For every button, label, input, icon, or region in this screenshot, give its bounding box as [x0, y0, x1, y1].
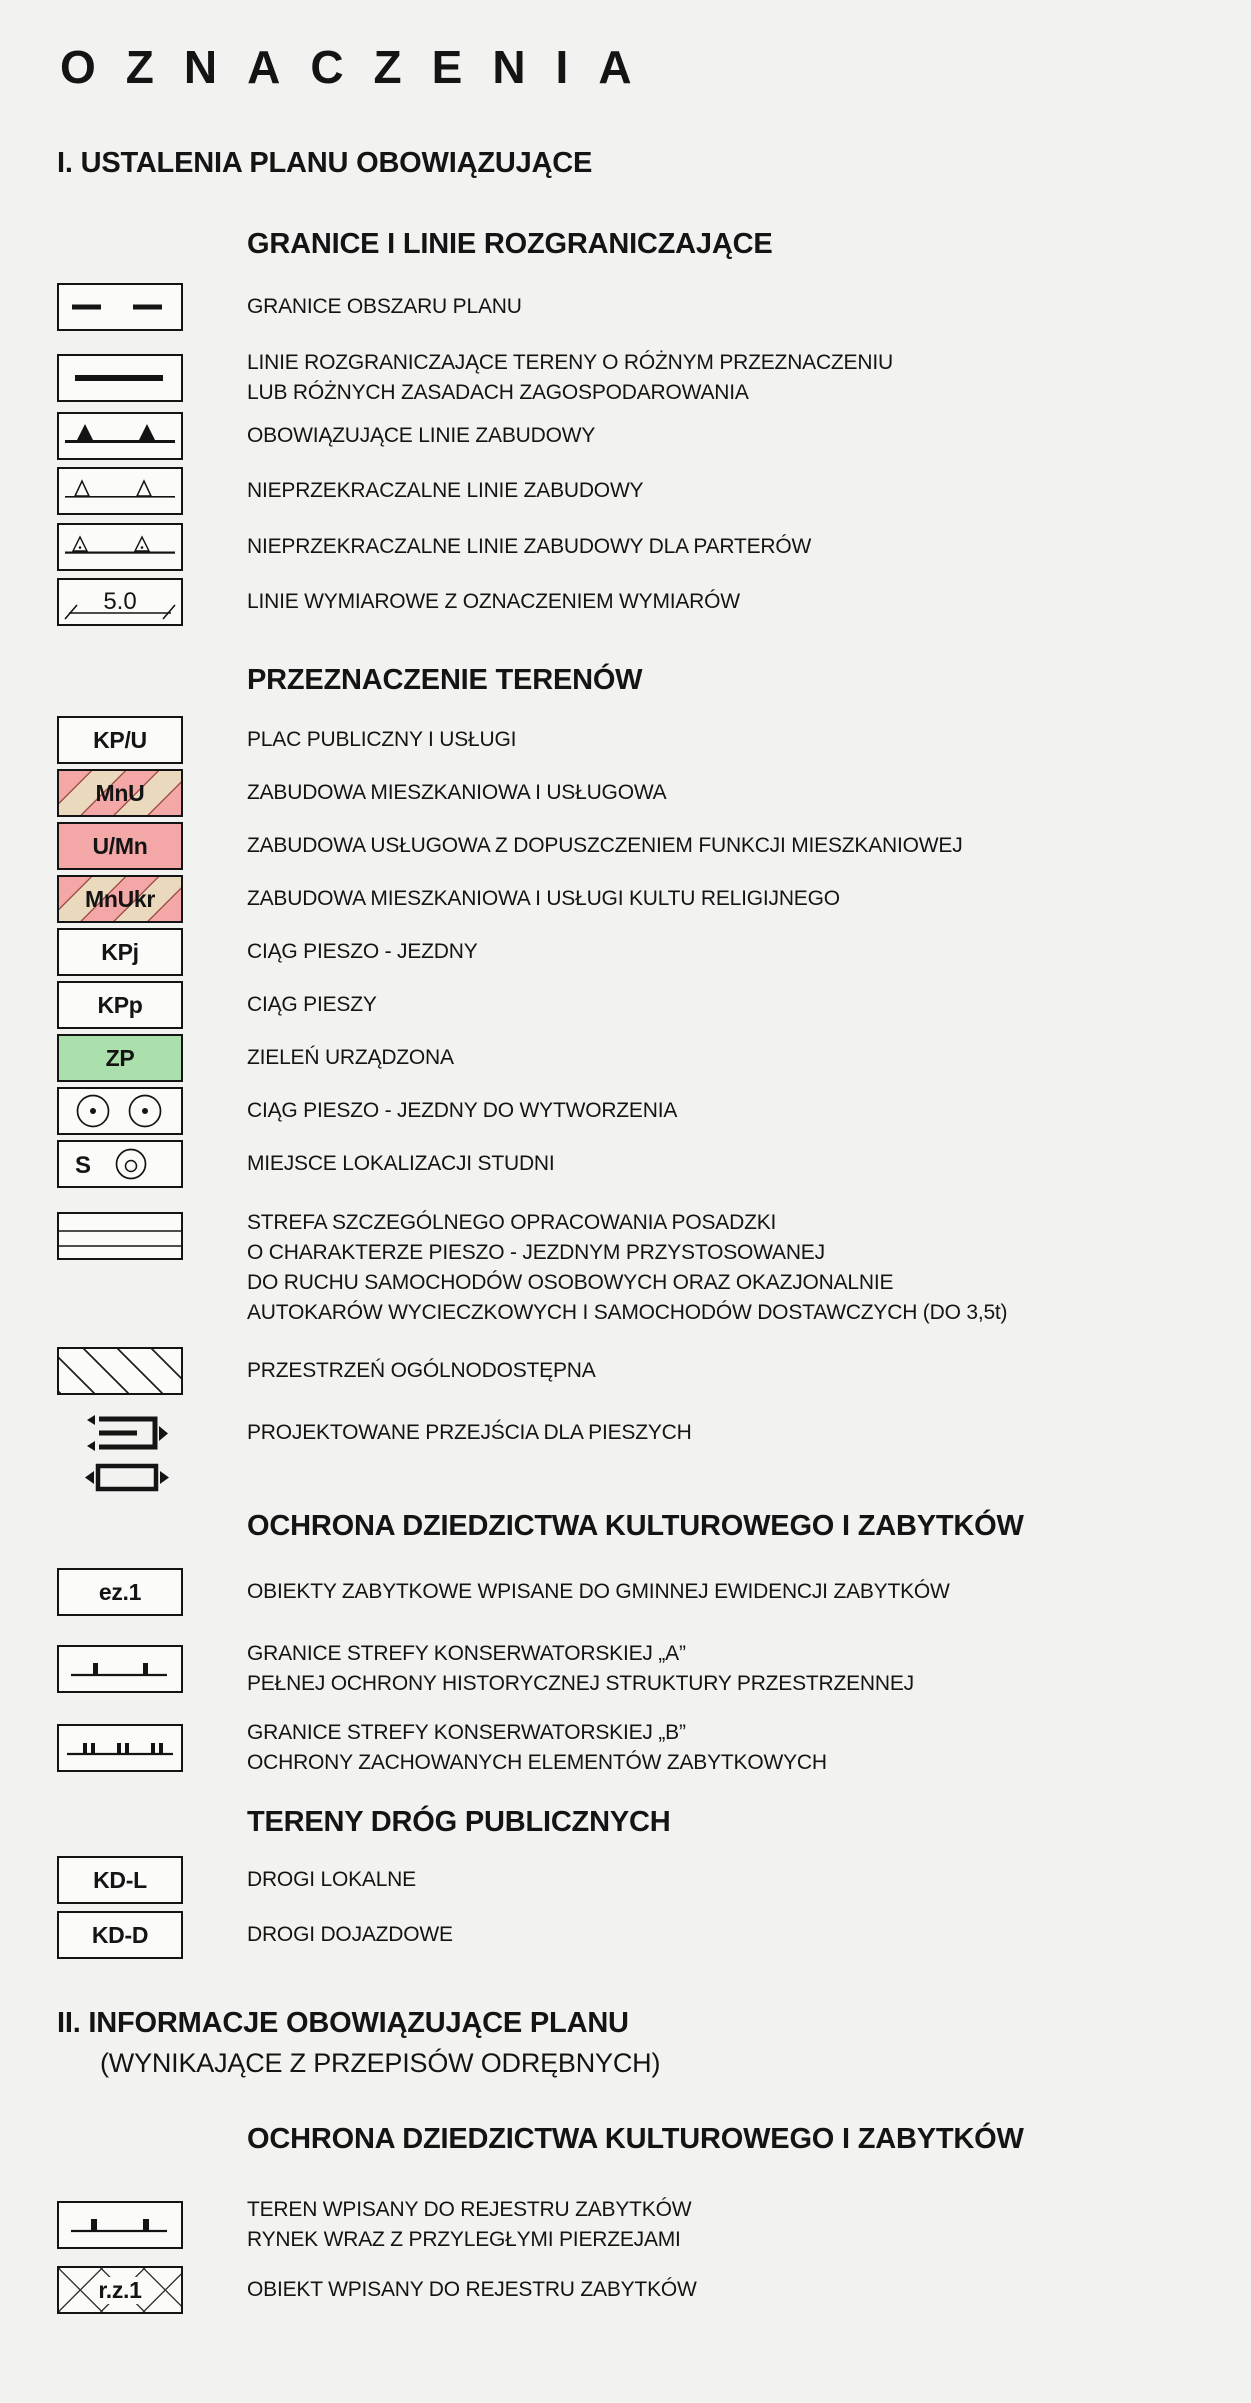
legend-row	[57, 1087, 677, 1135]
heritage-register-object-symbol	[57, 1568, 183, 1616]
legend-row	[57, 875, 840, 923]
area-code: r.z.1	[95, 2277, 144, 2304]
row-label: ZABUDOWA MIESZKANIOWA I USŁUGI KULTU RELIGIJNEGO	[247, 887, 840, 910]
legend-row	[57, 769, 666, 817]
row-label: PROJEKTOWANE PRZEJŚCIA DLA PIESZYCH	[247, 1421, 692, 1444]
kpj-area-symbol	[57, 928, 183, 976]
section-2-subheading: (WYNIKAJĄCE Z PRZEPISÓW ODRĘBNYCH)	[100, 2048, 661, 2078]
row-label: CIĄG PIESZY	[247, 993, 377, 1016]
row-label: PLAC PUBLICZNY I USŁUGI	[247, 728, 517, 751]
dimension-line-symbol	[57, 578, 183, 626]
section-2-heading: II. INFORMACJE OBOWIĄZUJĄCE PLANU	[57, 2007, 629, 2039]
area-code: KD-D	[91, 1921, 149, 1948]
area-code: KPj	[101, 938, 139, 965]
pedestrian-crossing-symbol	[57, 1413, 183, 1493]
row-label: NIEPRZEKRACZALNE LINIE ZABUDOWY DLA PARTERÓW	[247, 535, 812, 558]
row-label: AUTOKARÓW WYCIECZKOWYCH I SAMOCHODÓW DOSTAWCZYCH (DO 3,5t)	[247, 1301, 1008, 1324]
row-label: OBOWIĄZUJĄCE LINIE ZABUDOWY	[247, 424, 596, 447]
area-code: KPp	[97, 991, 143, 1018]
row-label: ZABUDOWA MIESZKANIOWA I USŁUGOWA	[247, 781, 667, 804]
area-code: KP/U	[93, 726, 147, 753]
legend-row	[57, 1856, 416, 1904]
legend-row	[57, 1639, 914, 1699]
legend-row	[57, 716, 516, 764]
group-heading-ochrona-2: OCHRONA DZIEDZICTWA KULTUROWEGO I ZABYTKÓW	[247, 2123, 1024, 2155]
row-label: TEREN WPISANY DO REJESTRU ZABYTKÓW	[247, 2198, 692, 2221]
legend-row	[57, 523, 811, 571]
section-1-heading: I. USTALENIA PLANU OBOWIĄZUJĄCE	[57, 147, 593, 179]
legend-row	[57, 412, 595, 460]
row-label: OBIEKTY ZABYTKOWE WPISANE DO GMINNEJ EWIDENCJI ZABYTKÓW	[247, 1580, 950, 1603]
mnu-area-symbol	[57, 769, 183, 817]
conservation-zone-b-symbol	[57, 1724, 183, 1772]
group-heading-przeznaczenie: PRZEZNACZENIE TERENÓW	[247, 664, 643, 696]
registered-area-symbol	[57, 2201, 183, 2249]
row-label: O CHARAKTERZE PIESZO - JEZDNYM PRZYSTOSOWANEJ	[247, 1241, 825, 1264]
conservation-zone-a-symbol	[57, 1645, 183, 1693]
group-heading-ochrona-1: OCHRONA DZIEDZICTWA KULTUROWEGO I ZABYTKÓW	[247, 1510, 1024, 1542]
mandatory-building-line-symbol	[57, 412, 183, 460]
row-label: DROGI LOKALNE	[247, 1868, 416, 1891]
row-label: PEŁNEJ OCHRONY HISTORYCZNEJ STRUKTURY PRZESTRZENNEJ	[247, 1672, 914, 1695]
max-building-line-ground-floor-symbol	[57, 523, 183, 571]
legend-row	[57, 2266, 697, 2314]
row-label: GRANICE OBSZARU PLANU	[247, 295, 522, 318]
row-label: OBIEKT WPISANY DO REJESTRU ZABYTKÓW	[247, 2278, 697, 2301]
special-floor-zone-symbol	[57, 1212, 183, 1260]
row-label: ZABUDOWA USŁUGOWA Z DOPUSZCZENIEM FUNKCJI MIESZKANIOWEJ	[247, 834, 963, 857]
row-label: PRZESTRZEŃ OGÓLNODOSTĘPNA	[247, 1359, 596, 1382]
area-code: ez.1	[98, 1578, 142, 1605]
row-label: CIĄG PIESZO - JEZDNY	[247, 940, 478, 963]
area-code: KD-L	[93, 1866, 147, 1893]
area-code: ZP	[105, 1044, 135, 1071]
row-label: LUB RÓŻNYCH ZASADACH ZAGOSPODAROWANIA	[247, 381, 749, 404]
well-letter: S	[75, 1152, 92, 1179]
row-label: OCHRONY ZACHOWANYCH ELEMENTÓW ZABYTKOWYCH	[247, 1751, 827, 1774]
area-code: MnUkr	[84, 885, 156, 912]
well-location-symbol	[57, 1140, 183, 1188]
row-label: GRANICE STREFY KONSERWATORSKIEJ „B”	[247, 1721, 686, 1744]
legend-row	[57, 1911, 453, 1959]
legend-row	[57, 928, 478, 976]
legend-row	[57, 1347, 596, 1395]
zp-area-symbol	[57, 1034, 183, 1082]
row-label: DROGI DOJAZDOWE	[247, 1923, 453, 1946]
legend-row	[57, 283, 522, 331]
max-building-line-symbol	[57, 467, 183, 515]
row-label: ZIELEŃ URZĄDZONA	[247, 1046, 454, 1069]
dividing-line-symbol	[57, 354, 183, 402]
legend-row	[57, 467, 643, 515]
row-label: CIĄG PIESZO - JEZDNY DO WYTWORZENIA	[247, 1099, 678, 1122]
kdl-road-symbol	[57, 1856, 183, 1904]
legend-row	[57, 2195, 691, 2255]
row-label: LINIE WYMIAROWE Z OZNACZENIEM WYMIARÓW	[247, 590, 740, 613]
area-code: MnU	[95, 779, 145, 806]
legend-row	[57, 1212, 1007, 1328]
page-title: OZNACZENIA	[60, 41, 662, 93]
area-code: U/Mn	[92, 832, 148, 859]
kdd-road-symbol	[57, 1911, 183, 1959]
plan-boundary-symbol	[57, 283, 183, 331]
legend-row	[57, 1034, 454, 1082]
row-label: STREFA SZCZEGÓLNEGO OPRACOWANIA POSADZKI	[247, 1211, 777, 1234]
legend-row	[57, 822, 963, 870]
row-label: RYNEK WRAZ Z PRZYLEGŁYMI PIERZEJAMI	[247, 2228, 681, 2251]
legend-row	[57, 1568, 950, 1616]
registered-object-symbol	[57, 2266, 183, 2314]
legend-row	[57, 1413, 692, 1493]
legend-row	[57, 981, 377, 1029]
legend-row	[57, 1140, 555, 1188]
kpu-area-symbol	[57, 716, 183, 764]
row-label: GRANICE STREFY KONSERWATORSKIEJ „A”	[247, 1642, 686, 1665]
legend-row	[57, 578, 740, 626]
row-label: NIEPRZEKRACZALNE LINIE ZABUDOWY	[247, 479, 644, 502]
group-heading-drogi: TERENY DRÓG PUBLICZNYCH	[247, 1806, 671, 1838]
row-label: MIEJSCE LOKALIZACJI STUDNI	[247, 1152, 555, 1175]
umn-area-symbol	[57, 822, 183, 870]
dimension-value: 5.0	[103, 588, 137, 615]
mnukr-area-symbol	[57, 875, 183, 923]
legend-row	[57, 1718, 827, 1778]
path-to-create-symbol	[57, 1087, 183, 1135]
kpp-area-symbol	[57, 981, 183, 1029]
legend-row	[57, 348, 893, 408]
row-label: LINIE ROZGRANICZAJĄCE TERENY O RÓŻNYM PRZEZNACZENIU	[247, 351, 893, 374]
row-label: DO RUCHU SAMOCHODÓW OSOBOWYCH ORAZ OKAZJONALNIE	[247, 1271, 894, 1294]
group-heading-granice: GRANICE I LINIE ROZGRANICZAJĄCE	[247, 228, 773, 260]
public-space-symbol	[57, 1347, 183, 1395]
